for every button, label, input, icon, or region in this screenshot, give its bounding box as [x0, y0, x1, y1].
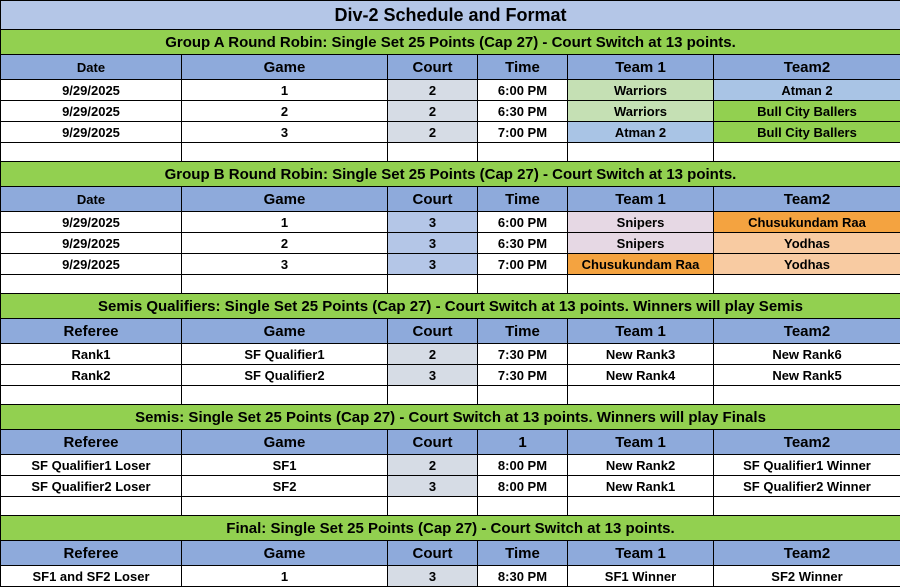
blank-row	[1, 143, 900, 162]
table-row	[1, 344, 900, 365]
cell[interactable]: SF Qualifier2 Loser	[1, 476, 182, 497]
cell[interactable]: 3	[388, 365, 478, 386]
section-heading-row	[1, 162, 900, 187]
cell[interactable]: SF2	[182, 476, 388, 497]
blank-row	[1, 275, 900, 294]
cell[interactable]: Snipers	[568, 212, 714, 233]
header-cell[interactable]: Referee	[1, 430, 182, 455]
cell[interactable]: 6:00 PM	[478, 212, 568, 233]
cell[interactable]: 9/29/2025	[1, 254, 182, 275]
table-row	[1, 365, 900, 386]
empty-cell[interactable]	[714, 497, 900, 516]
table-row	[1, 122, 900, 143]
header-row	[1, 541, 900, 566]
cell[interactable]: 3	[388, 476, 478, 497]
header-row	[1, 187, 900, 212]
cell[interactable]: SF Qualifier2 Winner	[714, 476, 900, 497]
cell[interactable]: 9/29/2025	[1, 101, 182, 122]
blank-row	[1, 497, 900, 516]
section-heading-row	[1, 30, 900, 55]
empty-cell[interactable]	[568, 497, 714, 516]
header-cell[interactable]: Time	[478, 55, 568, 80]
table-row	[1, 212, 900, 233]
cell[interactable]: 1	[182, 566, 388, 587]
group-a-heading[interactable]: Group A Round Robin: Single Set 25 Points (Cap 27) - Court Switch at 13 points.	[1, 30, 900, 55]
header-cell[interactable]: Game	[182, 187, 388, 212]
header-cell[interactable]: Court	[388, 55, 478, 80]
cell[interactable]: 8:30 PM	[478, 566, 568, 587]
empty-cell[interactable]	[388, 143, 478, 162]
cell[interactable]: 9/29/2025	[1, 212, 182, 233]
header-cell[interactable]: Court	[388, 541, 478, 566]
header-cell[interactable]: Time	[478, 319, 568, 344]
header-cell[interactable]: Team 1	[568, 55, 714, 80]
cell[interactable]: Yodhas	[714, 233, 900, 254]
cell[interactable]: 3	[388, 254, 478, 275]
cell[interactable]: 7:30 PM	[478, 365, 568, 386]
empty-cell[interactable]	[568, 386, 714, 405]
header-cell[interactable]: 1	[478, 430, 568, 455]
cell[interactable]: Warriors	[568, 101, 714, 122]
header-cell[interactable]: Date	[1, 55, 182, 80]
final-heading[interactable]: Final: Single Set 25 Points (Cap 27) - Court Switch at 13 points.	[1, 516, 900, 541]
cell[interactable]: 1	[182, 212, 388, 233]
cell[interactable]: 3	[388, 212, 478, 233]
cell[interactable]: New Rank2	[568, 455, 714, 476]
empty-cell[interactable]	[1, 497, 182, 516]
header-cell[interactable]: Game	[182, 541, 388, 566]
cell[interactable]: 8:00 PM	[478, 476, 568, 497]
blank-row	[1, 386, 900, 405]
header-cell[interactable]: Game	[182, 55, 388, 80]
header-cell[interactable]: Game	[182, 430, 388, 455]
header-cell[interactable]: Time	[478, 541, 568, 566]
cell[interactable]: 3	[388, 566, 478, 587]
header-cell[interactable]: Team2	[714, 55, 900, 80]
semis-heading[interactable]: Semis: Single Set 25 Points (Cap 27) - Court Switch at 13 points. Winners will play Finals	[1, 405, 900, 430]
header-cell[interactable]: Court	[388, 430, 478, 455]
cell[interactable]: New Rank4	[568, 365, 714, 386]
cell[interactable]: SF Qualifier1	[182, 344, 388, 365]
cell[interactable]: 3	[388, 233, 478, 254]
table-row	[1, 455, 900, 476]
cell[interactable]: 9/29/2025	[1, 122, 182, 143]
header-cell[interactable]: Court	[388, 187, 478, 212]
section-heading-row	[1, 405, 900, 430]
cell[interactable]: 3	[182, 254, 388, 275]
empty-cell[interactable]	[1, 275, 182, 294]
title-row	[1, 1, 900, 30]
cell[interactable]: New Rank1	[568, 476, 714, 497]
cell[interactable]: 7:00 PM	[478, 254, 568, 275]
header-cell[interactable]: Referee	[1, 319, 182, 344]
cell[interactable]: Rank2	[1, 365, 182, 386]
empty-cell[interactable]	[714, 275, 900, 294]
header-cell[interactable]: Team 1	[568, 187, 714, 212]
empty-cell[interactable]	[478, 275, 568, 294]
cell[interactable]: 3	[182, 122, 388, 143]
cell[interactable]: Atman 2	[568, 122, 714, 143]
cell[interactable]: New Rank3	[568, 344, 714, 365]
empty-cell[interactable]	[182, 497, 388, 516]
empty-cell[interactable]	[1, 386, 182, 405]
cell[interactable]: 8:00 PM	[478, 455, 568, 476]
header-cell[interactable]: Court	[388, 319, 478, 344]
cell[interactable]: SF1	[182, 455, 388, 476]
cell[interactable]: 2	[388, 122, 478, 143]
semis-qualifiers-heading[interactable]: Semis Qualifiers: Single Set 25 Points (Cap 27) - Court Switch at 13 points. Winners will play Semis	[1, 294, 900, 319]
table-row	[1, 80, 900, 101]
table-row	[1, 566, 900, 587]
group-b-heading[interactable]: Group B Round Robin: Single Set 25 Points (Cap 27) - Court Switch at 13 points.	[1, 162, 900, 187]
cell[interactable]: 9/29/2025	[1, 80, 182, 101]
cell[interactable]: Atman 2	[714, 80, 900, 101]
header-cell[interactable]: Team 1	[568, 430, 714, 455]
cell[interactable]: Rank1	[1, 344, 182, 365]
cell[interactable]: SF2 Winner	[714, 566, 900, 587]
header-cell[interactable]: Team 1	[568, 541, 714, 566]
cell[interactable]: 6:30 PM	[478, 233, 568, 254]
cell[interactable]: SF1 and SF2 Loser	[1, 566, 182, 587]
empty-cell[interactable]	[714, 386, 900, 405]
empty-cell[interactable]	[182, 386, 388, 405]
empty-cell[interactable]	[478, 143, 568, 162]
section-heading-row	[1, 294, 900, 319]
empty-cell[interactable]	[388, 497, 478, 516]
cell[interactable]: 7:00 PM	[478, 122, 568, 143]
sheet-title[interactable]: Div-2 Schedule and Format	[1, 1, 900, 30]
cell[interactable]: Bull City Ballers	[714, 122, 900, 143]
cell[interactable]: 7:30 PM	[478, 344, 568, 365]
cell[interactable]: New Rank5	[714, 365, 900, 386]
header-row	[1, 55, 900, 80]
cell[interactable]: New Rank6	[714, 344, 900, 365]
empty-cell[interactable]	[714, 143, 900, 162]
header-cell[interactable]: Time	[478, 187, 568, 212]
cell[interactable]: Snipers	[568, 233, 714, 254]
header-cell[interactable]: Team2	[714, 430, 900, 455]
empty-cell[interactable]	[478, 497, 568, 516]
header-row	[1, 430, 900, 455]
header-row	[1, 319, 900, 344]
header-cell[interactable]: Referee	[1, 541, 182, 566]
header-cell[interactable]: Team 1	[568, 319, 714, 344]
cell[interactable]: 9/29/2025	[1, 233, 182, 254]
cell[interactable]: SF1 Winner	[568, 566, 714, 587]
cell[interactable]: Bull City Ballers	[714, 101, 900, 122]
cell[interactable]: SF Qualifier1 Loser	[1, 455, 182, 476]
cell[interactable]: 6:30 PM	[478, 101, 568, 122]
empty-cell[interactable]	[1, 143, 182, 162]
empty-cell[interactable]	[182, 143, 388, 162]
header-cell[interactable]: Team2	[714, 319, 900, 344]
table-row	[1, 476, 900, 497]
cell[interactable]: Warriors	[568, 80, 714, 101]
table-row	[1, 233, 900, 254]
cell[interactable]: 2	[388, 80, 478, 101]
cell[interactable]: SF Qualifier1 Winner	[714, 455, 900, 476]
empty-cell[interactable]	[568, 275, 714, 294]
cell[interactable]: Chusukundam Raa	[714, 212, 900, 233]
section-heading-row	[1, 516, 900, 541]
cell[interactable]: 6:00 PM	[478, 80, 568, 101]
table-row	[1, 101, 900, 122]
header-cell[interactable]: Team2	[714, 541, 900, 566]
cell[interactable]: 2	[182, 233, 388, 254]
cell[interactable]: 2	[388, 101, 478, 122]
header-cell[interactable]: Date	[1, 187, 182, 212]
empty-cell[interactable]	[388, 275, 478, 294]
empty-cell[interactable]	[478, 386, 568, 405]
empty-cell[interactable]	[388, 386, 478, 405]
cell[interactable]: SF Qualifier2	[182, 365, 388, 386]
cell[interactable]: 2	[182, 101, 388, 122]
cell[interactable]: Chusukundam Raa	[568, 254, 714, 275]
cell[interactable]: 1	[182, 80, 388, 101]
cell[interactable]: 2	[388, 344, 478, 365]
cell[interactable]: 2	[388, 455, 478, 476]
header-cell[interactable]: Team2	[714, 187, 900, 212]
empty-cell[interactable]	[182, 275, 388, 294]
cell[interactable]: Yodhas	[714, 254, 900, 275]
header-cell[interactable]: Game	[182, 319, 388, 344]
empty-cell[interactable]	[568, 143, 714, 162]
table-row	[1, 254, 900, 275]
